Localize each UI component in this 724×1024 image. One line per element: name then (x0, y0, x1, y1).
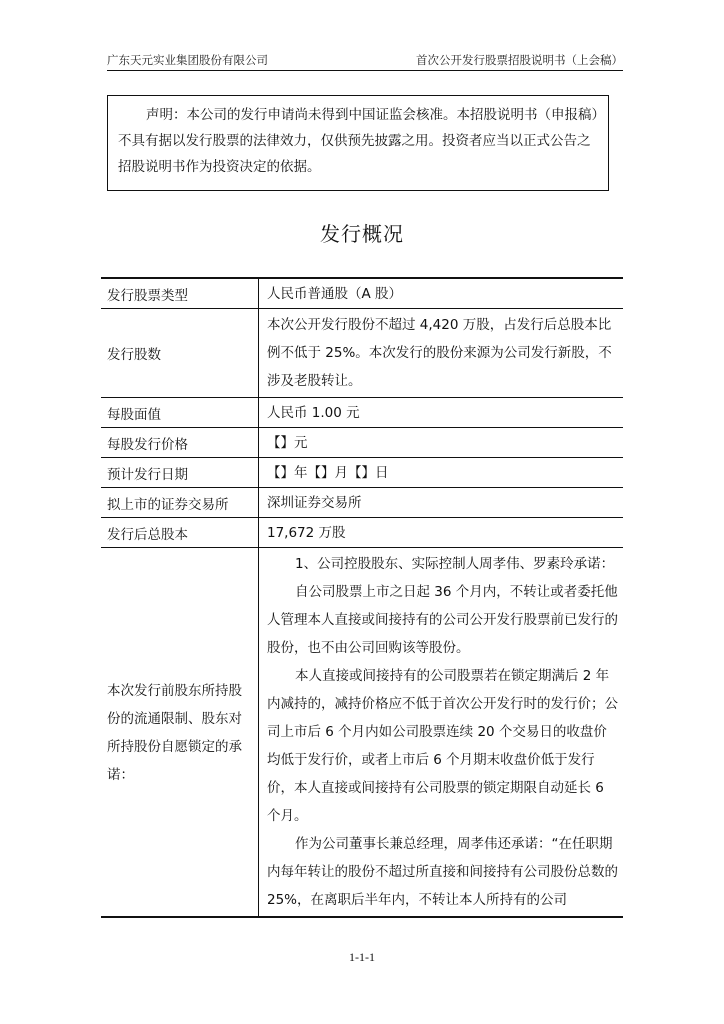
page-header (107, 50, 623, 70)
table-row (101, 278, 623, 309)
row-value: 17,672 万股 (259, 518, 624, 548)
row-value: 【】元 (259, 428, 624, 458)
row-label: 每股面值 (101, 398, 259, 428)
row-label: 预计发行日期 (101, 458, 259, 488)
lockup-paragraph: 作为公司董事长兼总经理，周孝伟还承诺：“在任职期内每年转让的股份不超过所直接和间接持有公司股份总数的 25%，在离职后半年内，不转让本人所持有的公司 (267, 836, 618, 908)
page-number: 1-1-1 (349, 950, 375, 964)
table-row (101, 309, 623, 398)
header-company-name: 广东天元实业集团股份有限公司 (107, 53, 268, 67)
table-row (101, 518, 623, 548)
disclaimer-text: 声明：本公司的发行申请尚未得到中国证监会核准。本招股说明书（申报稿）不具有据以发行股票的法律效力，仅供预先披露之用。投资者应当以正式公告之招股说明书作为投资决定的依据。 (118, 107, 599, 175)
table-row (101, 488, 623, 518)
lockup-paragraph: 本人直接或间接持有的公司股票若在锁定期满后 2 年内减持的，减持价格应不低于首次公开发行时的发行价；公司上市后 6 个月内如公司股票连续 20 个交易日的收盘价均低于发行价，或者上市后 6 个月期末收盘价低于发行价，本人直接或间接持有公司股票的锁定期限自动延长 6 个月。 (267, 668, 618, 824)
header-divider (107, 70, 623, 71)
table-row (101, 398, 623, 428)
row-value (259, 548, 624, 918)
table-row (101, 428, 623, 458)
table-row (101, 548, 623, 918)
disclaimer-box (107, 95, 609, 191)
row-value: 本次公开发行股份不超过 4,420 万股，占发行后总股本比例不低于 25%。本次发行的股份来源为公司发行新股，不涉及老股转让。 (259, 309, 624, 398)
row-label: 本次发行前股东所持股份的流通限制、股东对所持股份自愿锁定的承诺： (101, 548, 259, 918)
lockup-paragraph: 自公司股票上市之日起 36 个月内，不转让或者委托他人管理本人直接或间接持有的公司公开发行股票前已发行的股份，也不由公司回购该等股份。 (267, 584, 618, 656)
row-label: 发行股数 (101, 309, 259, 398)
row-value: 深圳证券交易所 (259, 488, 624, 518)
row-label: 发行股票类型 (101, 278, 259, 309)
header-document-title: 首次公开发行股票招股说明书（上会稿） (416, 53, 623, 67)
table-row (101, 458, 623, 488)
row-label: 发行后总股本 (101, 518, 259, 548)
row-value: 人民币普通股（A 股） (259, 278, 624, 309)
row-value: 人民币 1.00 元 (259, 398, 624, 428)
row-label: 每股发行价格 (101, 428, 259, 458)
offering-overview-table (101, 277, 623, 918)
section-title: 发行概况 (320, 222, 404, 246)
lockup-paragraph: 1、公司控股股东、实际控制人周孝伟、罗素玲承诺： (295, 556, 615, 572)
row-label: 拟上市的证券交易所 (101, 488, 259, 518)
row-value: 【】年【】月【】日 (259, 458, 624, 488)
